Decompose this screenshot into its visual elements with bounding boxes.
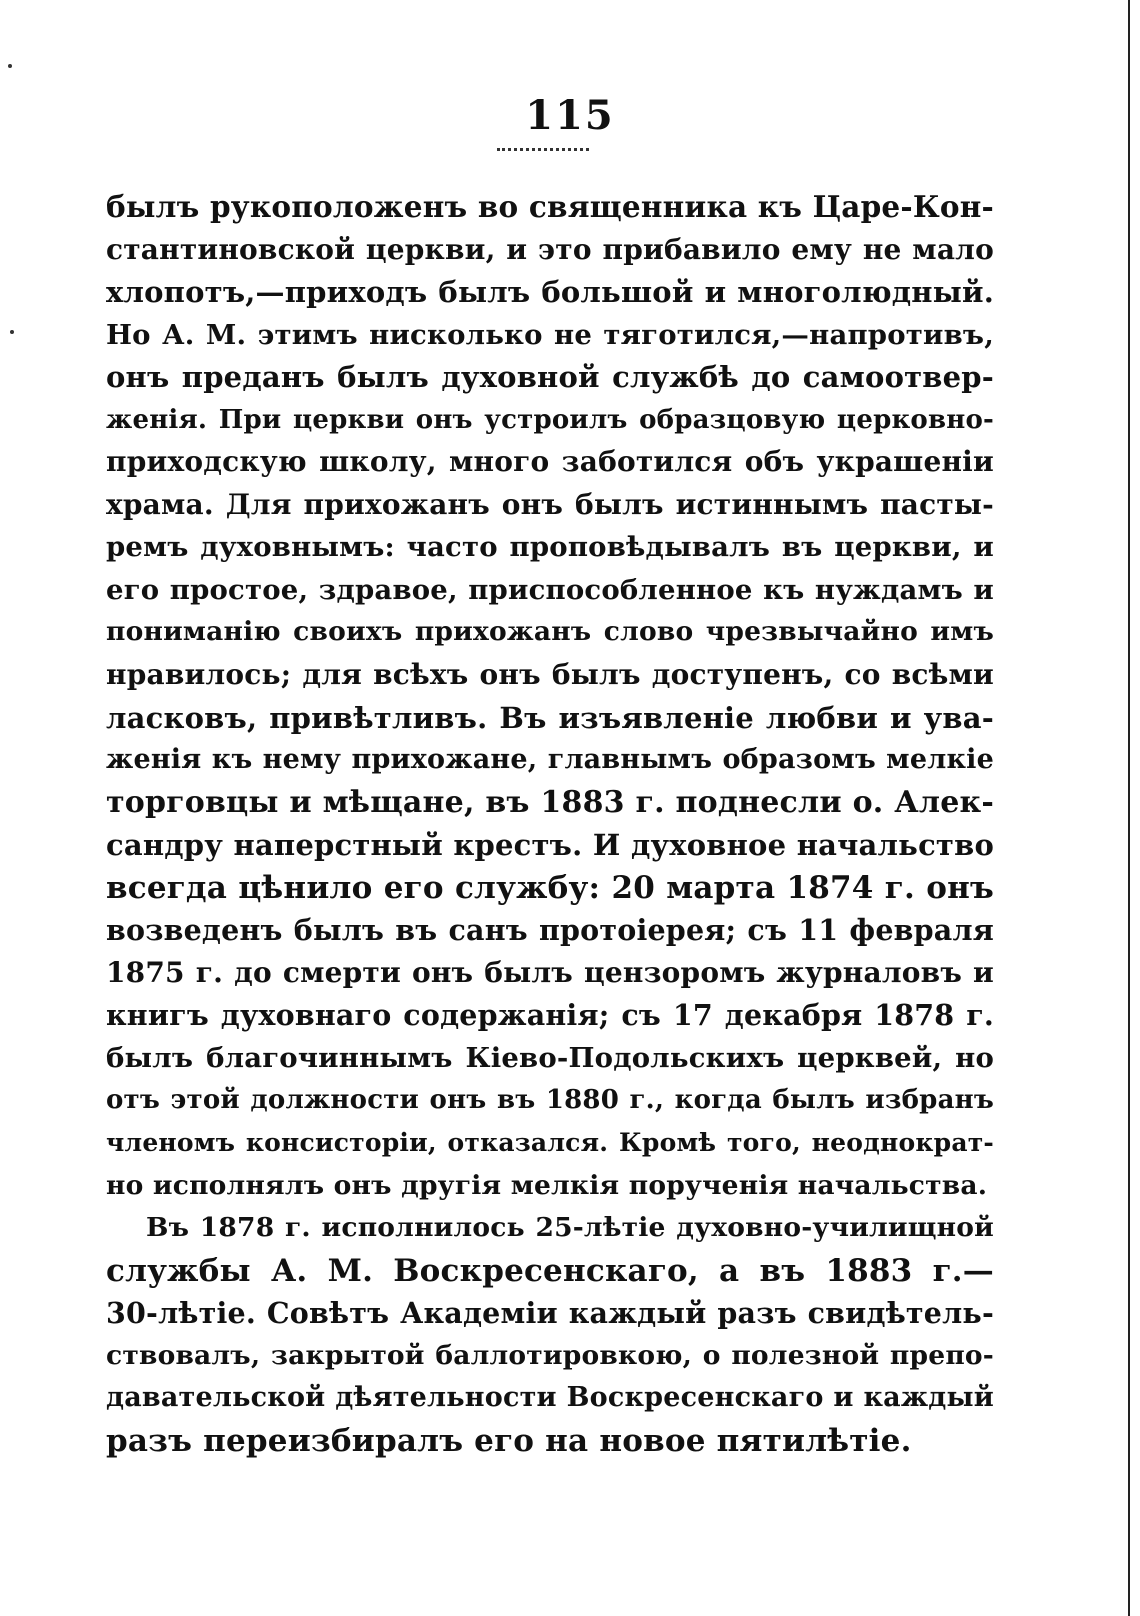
page-edge-rule [1128,0,1130,1616]
text-line: но исполнялъ онъ другія мелкія порученія начальства. [106,1169,988,1201]
text-line: храма. Для прихожанъ онъ былъ истиннымъ пасты- [106,487,994,521]
text-line: Но А. М. этимъ нисколько не тяготился,—напротивъ, [106,318,994,351]
text-line: ствовалъ, закрытой баллотировкою, о полезной препо- [106,1339,994,1371]
text-line: членомъ консисторіи, отказался. Кромѣ того, неоднократ- [106,1128,994,1158]
text-line: былъ благочиннымъ Кіево-Подольскихъ церквей, но [106,1041,994,1074]
text-line: всегда цѣнило его службу: 20 марта 1874 г. онъ [106,869,994,906]
text-line: ласковъ, привѣтливъ. Въ изъявленіе любви и ува- [106,700,994,735]
text-line: разъ переизбиралъ его на новое пятилѣтіе. [106,1422,912,1459]
scan-speck [10,330,14,334]
text-line: его простое, здравое, приспособленное къ нуждамъ и [106,573,994,606]
scan-speck [8,64,12,68]
page-number-dotted-rule [497,148,589,151]
text-line: нравилось; для всѣхъ онъ былъ доступенъ, со всѣми [106,658,994,692]
text-line: 1875 г. до смерти онъ былъ цензоромъ журналовъ и [106,955,994,989]
text-line: былъ рукоположенъ во священника къ Царе-Кон- [106,189,994,224]
text-line: давательской дѣятельности Воскресенскаго и каждый [106,1382,994,1414]
text-line: 30-лѣтіе. Совѣтъ Академіи каждый разъ свидѣтель- [106,1296,994,1331]
text-line: женія. При церкви онъ устроилъ образцовую церковно- [106,404,994,435]
text-line: службы А. М. Воскресенскаго, а въ 1883 г.— [106,1252,994,1289]
text-line: хлопотъ,—приходъ былъ большой и многолюдный. [106,275,994,310]
text-line: Въ 1878 г. исполнилось 25-лѣтіе духовно-училищной [146,1212,994,1244]
text-line: книгъ духовнаго содержанія; съ 17 декабря 1878 г. [106,998,994,1033]
text-line: приходскую школу, много заботился объ украшеніи [106,445,994,479]
text-line: онъ преданъ былъ духовной службѣ до самоотвер- [106,360,994,395]
text-line: сандру наперстный крестъ. И духовное начальство [106,828,994,863]
text-line: возведенъ былъ въ санъ протоіерея; съ 11 февраля [106,913,994,948]
text-line: ремъ духовнымъ: часто проповѣдывалъ въ церкви, и [106,531,994,564]
text-line: стантиновской церкви, и это прибавило ему не мало [106,232,994,266]
page-number: 115 [525,92,615,139]
body-text [106,186,994,1462]
text-line: отъ этой должности онъ въ 1880 г., когда былъ избранъ [106,1085,994,1116]
text-line: торговцы и мѣщане, въ 1883 г. поднесли о. Алек- [106,784,994,820]
text-line: женія къ нему прихожане, главнымъ образомъ мелкіе [106,744,994,776]
page-number-container [0,92,1140,139]
text-line: пониманію своихъ прихожанъ слово чрезвычайно имъ [106,616,994,648]
